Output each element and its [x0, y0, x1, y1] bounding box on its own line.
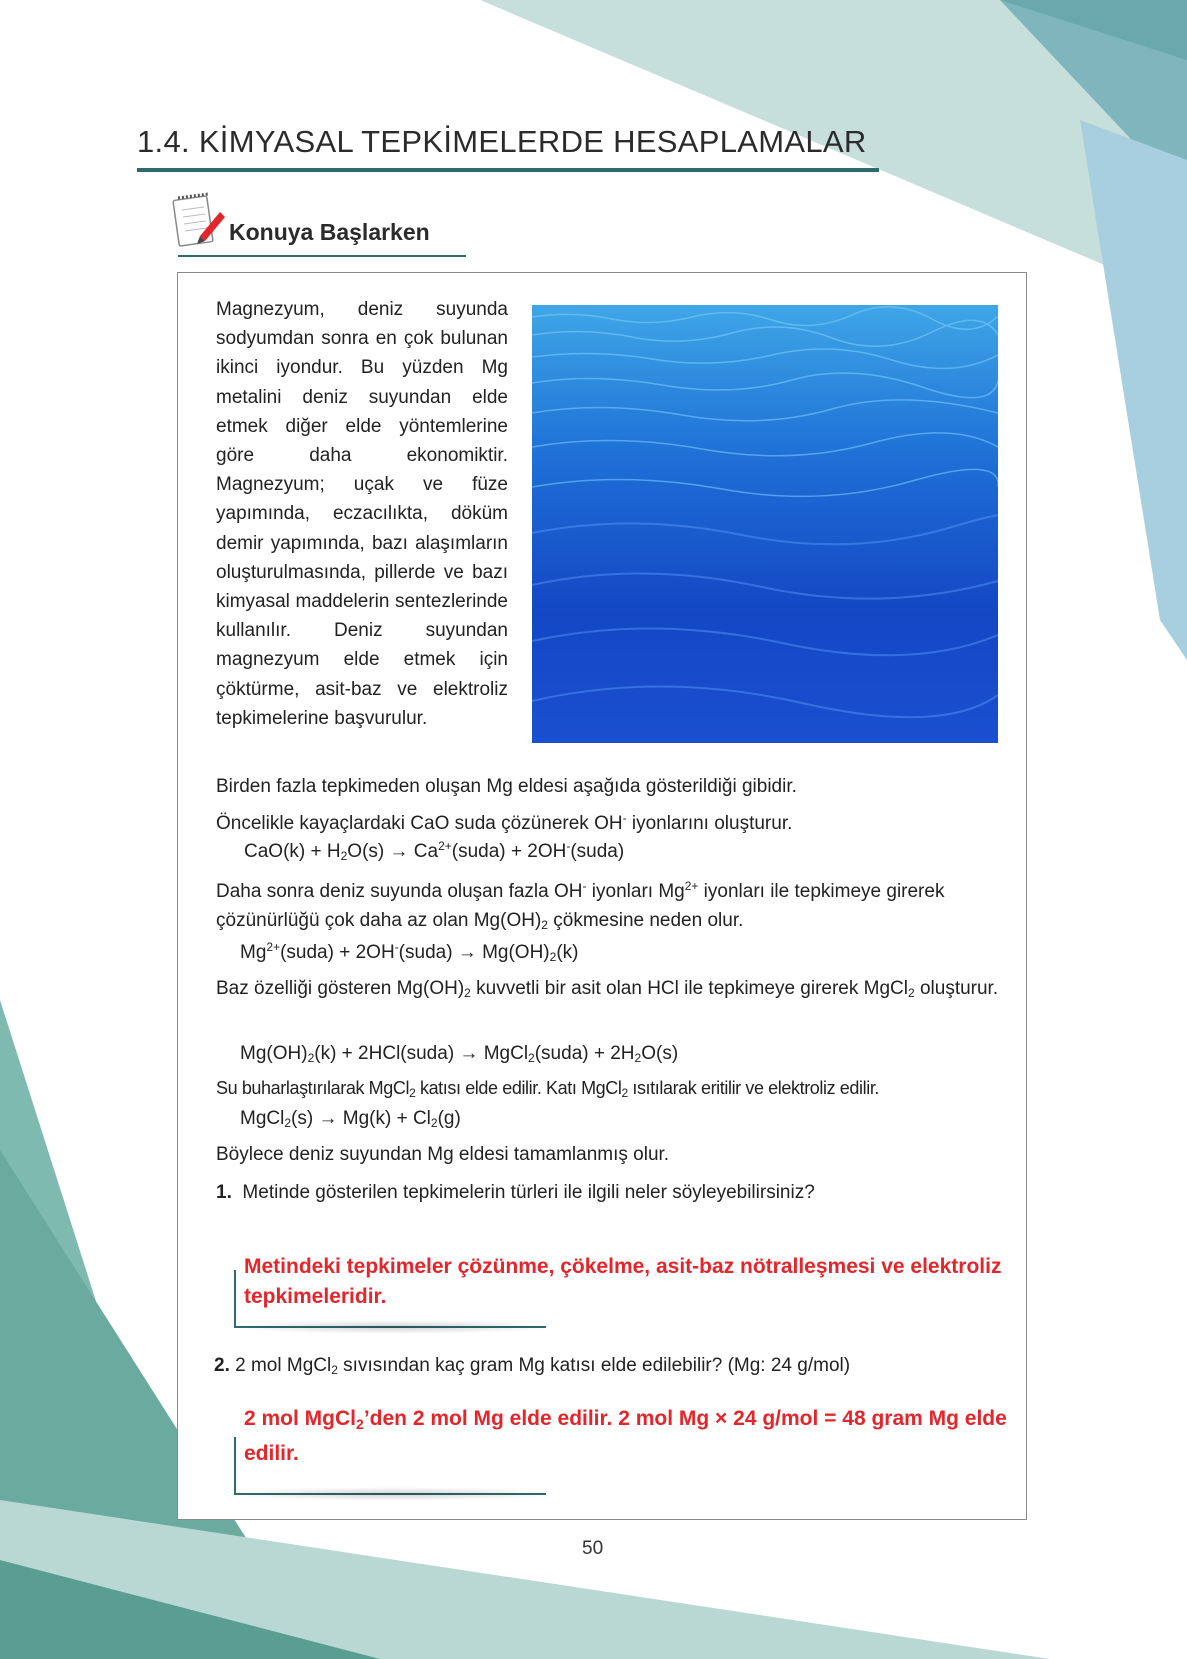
paragraph-2: Öncelikle kayaçlardaki CaO suda çözünerek OH- iyonlarını oluşturur.: [216, 811, 793, 834]
answer-2: 2 mol MgCl$_2$’den 2 mol Mg elde edilir. 2 mol Mg × 24 g/mol = 48 gram Mg elde edilir.: [244, 1407, 1007, 1465]
equation-3: $Mg(OH)_2(k)$ + 2HCl(suda) → MgCl$_2$(suda) + $2H_2O(s)$: [240, 1043, 679, 1065]
question-1-number: 1.: [216, 1182, 232, 1203]
question-2: 2. 2 mol MgCl$_2$ sıvısından kaç gram Mg katısı elde edilebilir? (Mg: 24 g/mol): [214, 1355, 851, 1377]
page-title: 1.4. KİMYASAL TEPKİMELERDE HESAPLAMALAR: [137, 124, 867, 159]
answer-1: Metindeki tepkimeler çözünme, çökelme, asit-baz nötralleşmesi ve elektroliz tepkimeleridir.: [244, 1255, 1002, 1308]
section-subtitle: Konuya Başlarken: [229, 219, 430, 245]
equation-1: $CaO(k) + H_2O(s)$ → $Ca^{2+}(suda)$ + 2OH-(suda): [244, 839, 625, 863]
equation-4: MgCl$_2$(s) → $Mg(k) + Cl_2(g)$: [240, 1108, 461, 1130]
question-2-number: 2.: [214, 1355, 230, 1376]
paragraph-3: Daha sonra deniz suyunda oluşan fazla OH- iyonları $Mg^{2+}$ iyonları ile tepkimeye girerek çözünürlüğü çok daha az olan $Mg(OH)_2$ çökmesine neden olur.: [216, 879, 945, 932]
subtitle-underline: [178, 255, 466, 257]
equation-2: $Mg^{2+}(suda)$ + 2OH-(suda) → $Mg(OH)_2(k)$: [240, 940, 579, 964]
answer-1-shadow: [228, 1320, 558, 1334]
paragraph-6: Böylece deniz suyundan Mg eldesi tamamlanmış olur.: [216, 1144, 670, 1165]
notepad-pen-icon: [170, 192, 226, 254]
title-underline: [137, 168, 879, 172]
answer-2-shadow: [228, 1487, 558, 1501]
paragraph-5: Su buharlaştırılarak MgCl$_2$ katısı elde edilir. Katı MgCl$_2$ ısıtılarak eritilir ve elektroliz edilir.: [216, 1078, 880, 1100]
question-1: 1. Metinde gösterilen tepkimelerin türleri ile ilgili neler söyleyebilirsiniz?: [216, 1182, 815, 1203]
paragraph-4: Baz özelliği gösteren $Mg(OH)_2$ kuvvetli bir asit olan HCl ile tepkimeye girerek MgCl$_2$ oluşturur.: [216, 978, 999, 1000]
sea-water-image: [532, 305, 998, 743]
paragraph-1: Birden fazla tepkimeden oluşan Mg eldesi aşağıda gösterildiği gibidir.: [216, 776, 797, 797]
intro-paragraph: Magnezyum, deniz suyunda sodyumdan sonra en çok bulunan ikinci iyondur. Bu yüzden Mg metalini deniz suyundan elde etmek diğer elde yöntemlerine göre daha ekonomiktir. Magnezyum; uçak ve füze yapımında, eczacılıkta, döküm demir yapımında, bazı alaşımların oluşturulmasında, pillerde ve bazı kimyasal maddelerin sentezlerinde kullanılır. Deniz suyundan magnezyum elde etmek için çöktürme, asit-baz ve elektroliz tepkimelerine başvurulur.: [216, 299, 508, 729]
page-number: 50: [582, 1538, 604, 1559]
